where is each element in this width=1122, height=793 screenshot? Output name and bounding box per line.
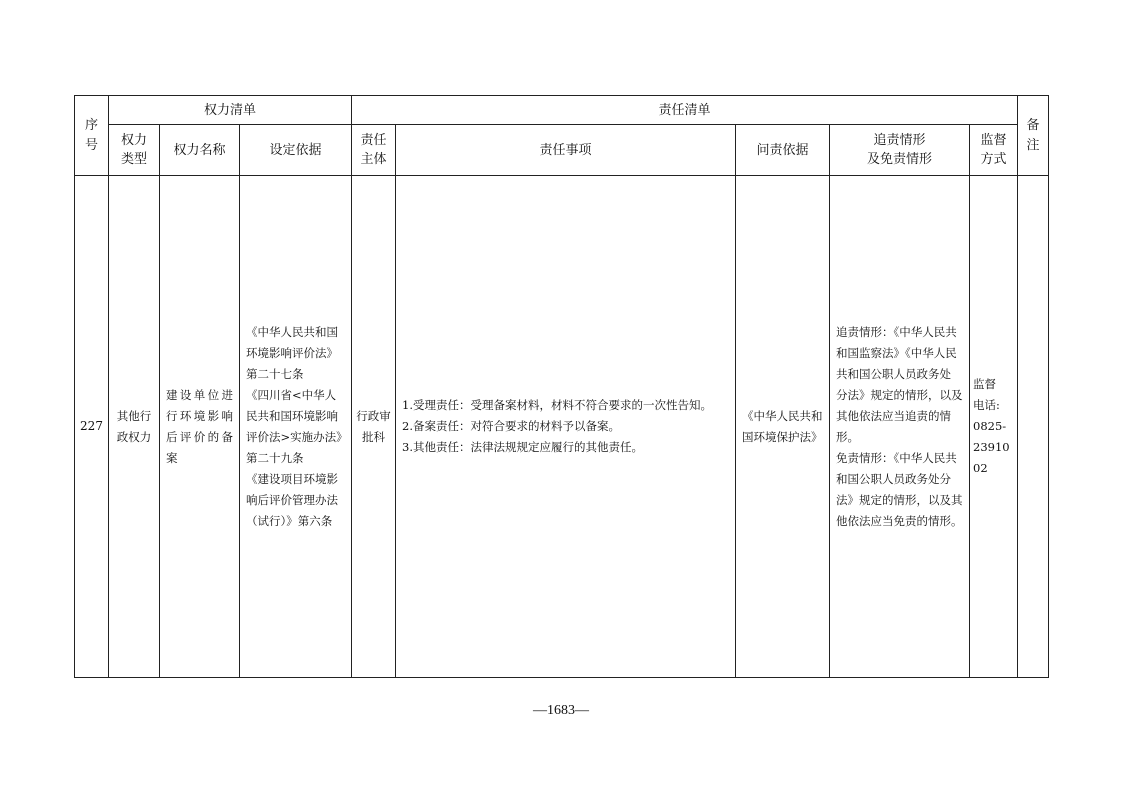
table-row — [75, 176, 1049, 678]
header-seq: 序号 — [75, 96, 109, 176]
header-supervision: 监督方式 — [970, 125, 1018, 176]
page-number: —1683— — [533, 703, 589, 718]
header-power-list: 权力清单 — [109, 96, 352, 125]
cell-power-name: 建设单位进行环境影响后评价的备案 — [160, 176, 240, 678]
header-subject: 责任主体 — [352, 125, 396, 176]
cell-basis: 《中华人民共和国 环境影响评价法》 第二十七条 《四川省<中华人 民共和国环境影响 评价法>实施办法》 第二十九条 《建设项目环境影 响后评价管理办法 （试行）》第六条 — [240, 176, 352, 678]
cell-accountability: 《中华人民共和国环境保护法》 — [736, 176, 830, 678]
header-pursue: 追责情形 及免责情形 — [830, 125, 970, 176]
header-accountability: 问责依据 — [736, 125, 830, 176]
cell-subject: 行政审批科 — [352, 176, 396, 678]
header-remark: 备注 — [1018, 96, 1049, 176]
header-power-type: 权力类型 — [109, 125, 160, 176]
header-power-name: 权力名称 — [160, 125, 240, 176]
header-matters: 责任事项 — [396, 125, 736, 176]
power-responsibility-table — [74, 95, 1049, 678]
cell-remark — [1018, 176, 1049, 678]
header-basis: 设定依据 — [240, 125, 352, 176]
cell-power-type: 其他行政权力 — [109, 176, 160, 678]
header-responsibility-list: 责任清单 — [352, 96, 1018, 125]
cell-pursue: 追责情形：《中华人民共 和国监察法》《中华人民 共和国公职人员政务处 分法》规定的情形，以及 其他依法应当追责的情 形。 免责情形：《中华人民共 和国公职人员政务处分 法》规定的情形，以及其 他依法应当免责的情形。 — [830, 176, 970, 678]
cell-matters: 1.受理责任：受理备案材料，材料不符合要求的一次性告知。 2.备案责任：对符合要求的材料予以备案。 3.其他责任：法律法规规定应履行的其他责任。 — [396, 176, 736, 678]
cell-supervision: 监督 电话: 0825- 2391002 — [970, 176, 1018, 678]
cell-seq: 227 — [75, 176, 109, 678]
